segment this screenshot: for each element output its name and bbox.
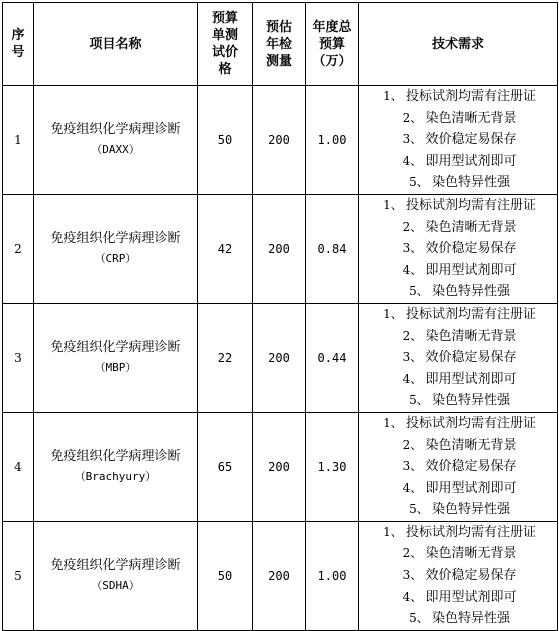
requirement-text: 效价稳定易保存	[425, 350, 517, 366]
cell-seq: 3	[3, 303, 34, 412]
cell-est-tests: 200	[253, 303, 306, 412]
requirement-item	[359, 522, 557, 544]
cell-requirements	[359, 521, 558, 630]
requirement-text: 投标试剂均需有注册证	[405, 306, 536, 322]
table-row	[3, 86, 558, 195]
requirement-index: 5、	[409, 502, 429, 517]
requirement-index: 4、	[402, 589, 423, 604]
project-marker-text: （MBP）	[94, 360, 137, 374]
requirement-index: 5、	[409, 393, 429, 408]
cell-est-tests: 200	[253, 86, 306, 195]
requirement-text: 投标试剂均需有注册证	[405, 524, 536, 540]
header-project-name: 项目名称	[34, 3, 198, 86]
cell-seq: 1	[3, 86, 34, 195]
cell-unit-price: 65	[198, 412, 253, 521]
requirement-item	[359, 304, 557, 326]
requirement-item	[359, 478, 557, 500]
cell-project-name	[34, 194, 198, 303]
requirement-item	[359, 195, 557, 217]
requirement-text: 效价稳定易保存	[425, 132, 517, 148]
cell-annual-budget: 1.00	[306, 521, 359, 630]
requirement-text: 染色特异性强	[431, 611, 510, 627]
cell-seq: 2	[3, 194, 34, 303]
requirements-list	[359, 522, 557, 630]
project-marker-text: （SDHA）	[91, 578, 140, 592]
cell-unit-price: 50	[198, 86, 253, 195]
requirement-text: 染色特异性强	[431, 502, 510, 518]
requirements-list	[359, 86, 557, 194]
header-row	[3, 3, 558, 86]
requirement-item	[359, 281, 557, 303]
cell-unit-price: 50	[198, 521, 253, 630]
requirement-text: 效价稳定易保存	[425, 459, 517, 475]
requirement-index: 2、	[402, 110, 423, 125]
requirement-item	[359, 260, 557, 282]
cell-seq: 4	[3, 412, 34, 521]
requirement-item	[359, 172, 557, 194]
requirement-text: 染色特异性强	[431, 393, 510, 409]
requirement-text: 染色清晰无背景	[425, 219, 517, 235]
requirements-list	[359, 195, 557, 303]
requirement-text: 染色清晰无背景	[425, 328, 517, 344]
requirement-text: 效价稳定易保存	[425, 568, 517, 584]
header-unit-price: 预算 单测 试价 格	[198, 3, 253, 86]
requirements-list	[359, 413, 557, 521]
requirement-text: 即用型试剂即可	[425, 589, 517, 605]
cell-project-name	[34, 86, 198, 195]
requirement-index: 4、	[402, 153, 423, 168]
requirement-item	[359, 86, 557, 108]
cell-requirements	[359, 412, 558, 521]
requirement-item	[359, 151, 557, 173]
cell-unit-price: 22	[198, 303, 253, 412]
requirement-text: 染色特异性强	[431, 284, 510, 300]
cell-est-tests: 200	[253, 521, 306, 630]
header-seq: 序 号	[3, 3, 34, 86]
cell-est-tests: 200	[253, 194, 306, 303]
requirement-text: 即用型试剂即可	[425, 153, 517, 169]
requirement-text: 效价稳定易保存	[425, 241, 517, 257]
header-requirements: 技术需求	[359, 3, 558, 86]
requirement-index: 2、	[402, 546, 423, 561]
requirement-item	[359, 326, 557, 348]
requirements-list	[359, 304, 557, 412]
requirement-item	[359, 369, 557, 391]
requirement-index: 1、	[383, 306, 403, 321]
requirement-index: 5、	[409, 611, 429, 626]
cell-annual-budget: 1.00	[306, 86, 359, 195]
requirement-text: 染色清晰无背景	[425, 110, 517, 126]
requirement-index: 1、	[383, 89, 403, 103]
procurement-table	[2, 2, 558, 631]
requirement-item	[359, 238, 557, 260]
project-marker-text: （DAXX）	[91, 142, 140, 156]
requirement-index: 4、	[402, 480, 423, 495]
cell-project-name	[34, 303, 198, 412]
requirement-item	[359, 413, 557, 435]
requirement-index: 3、	[402, 132, 423, 147]
cell-project-name	[34, 412, 198, 521]
requirement-item	[359, 347, 557, 369]
cell-annual-budget: 0.84	[306, 194, 359, 303]
requirement-index: 2、	[402, 328, 423, 343]
table-row	[3, 521, 558, 630]
requirement-index: 3、	[402, 241, 423, 256]
header-est-tests: 预估 年检 测量	[253, 3, 306, 86]
table-row	[3, 412, 558, 521]
cell-project-name	[34, 521, 198, 630]
requirement-item	[359, 456, 557, 478]
requirement-item	[359, 565, 557, 587]
requirement-item	[359, 108, 557, 130]
project-name-text: 免疫组织化学病理诊断	[50, 230, 181, 246]
requirement-text: 投标试剂均需有注册证	[405, 197, 536, 213]
requirement-index: 2、	[402, 437, 423, 452]
requirement-text: 即用型试剂即可	[425, 480, 517, 496]
table-body	[3, 86, 558, 631]
requirement-text: 投标试剂均需有注册证	[405, 89, 536, 104]
requirement-index: 5、	[409, 175, 429, 190]
requirement-text: 投标试剂均需有注册证	[405, 415, 536, 431]
requirement-index: 4、	[402, 371, 423, 386]
requirement-item	[359, 499, 557, 521]
project-marker-text: （CRP）	[94, 251, 137, 265]
requirement-index: 4、	[402, 262, 423, 277]
requirement-index: 2、	[402, 219, 423, 234]
requirement-index: 1、	[383, 415, 403, 430]
cell-requirements	[359, 194, 558, 303]
requirement-item	[359, 543, 557, 565]
requirement-index: 3、	[402, 568, 423, 583]
project-marker-text: （Brachyury）	[74, 469, 157, 483]
requirement-index: 3、	[402, 350, 423, 365]
requirement-item	[359, 129, 557, 151]
project-name-text: 免疫组织化学病理诊断	[50, 448, 181, 464]
project-name-text: 免疫组织化学病理诊断	[50, 557, 181, 573]
requirement-index: 1、	[383, 197, 403, 212]
requirement-item	[359, 390, 557, 412]
project-name-text: 免疫组织化学病理诊断	[50, 339, 181, 355]
cell-requirements	[359, 86, 558, 195]
requirement-item	[359, 217, 557, 239]
requirement-text: 染色特异性强	[431, 175, 510, 191]
project-name-text: 免疫组织化学病理诊断	[50, 121, 181, 137]
header-annual-budget: 年度总 预算 （万）	[306, 3, 359, 86]
requirement-text: 即用型试剂即可	[425, 371, 517, 387]
requirement-text: 染色清晰无背景	[425, 546, 517, 562]
requirement-item	[359, 587, 557, 609]
cell-requirements	[359, 303, 558, 412]
cell-seq: 5	[3, 521, 34, 630]
cell-annual-budget: 1.30	[306, 412, 359, 521]
requirement-item	[359, 608, 557, 630]
requirement-text: 染色清晰无背景	[425, 437, 517, 453]
cell-est-tests: 200	[253, 412, 306, 521]
table-row	[3, 303, 558, 412]
cell-annual-budget: 0.44	[306, 303, 359, 412]
requirement-index: 5、	[409, 284, 429, 299]
requirement-index: 3、	[402, 459, 423, 474]
table-row	[3, 194, 558, 303]
cell-unit-price: 42	[198, 194, 253, 303]
requirement-item	[359, 435, 557, 457]
requirement-index: 1、	[383, 524, 403, 539]
requirement-text: 即用型试剂即可	[425, 262, 517, 278]
